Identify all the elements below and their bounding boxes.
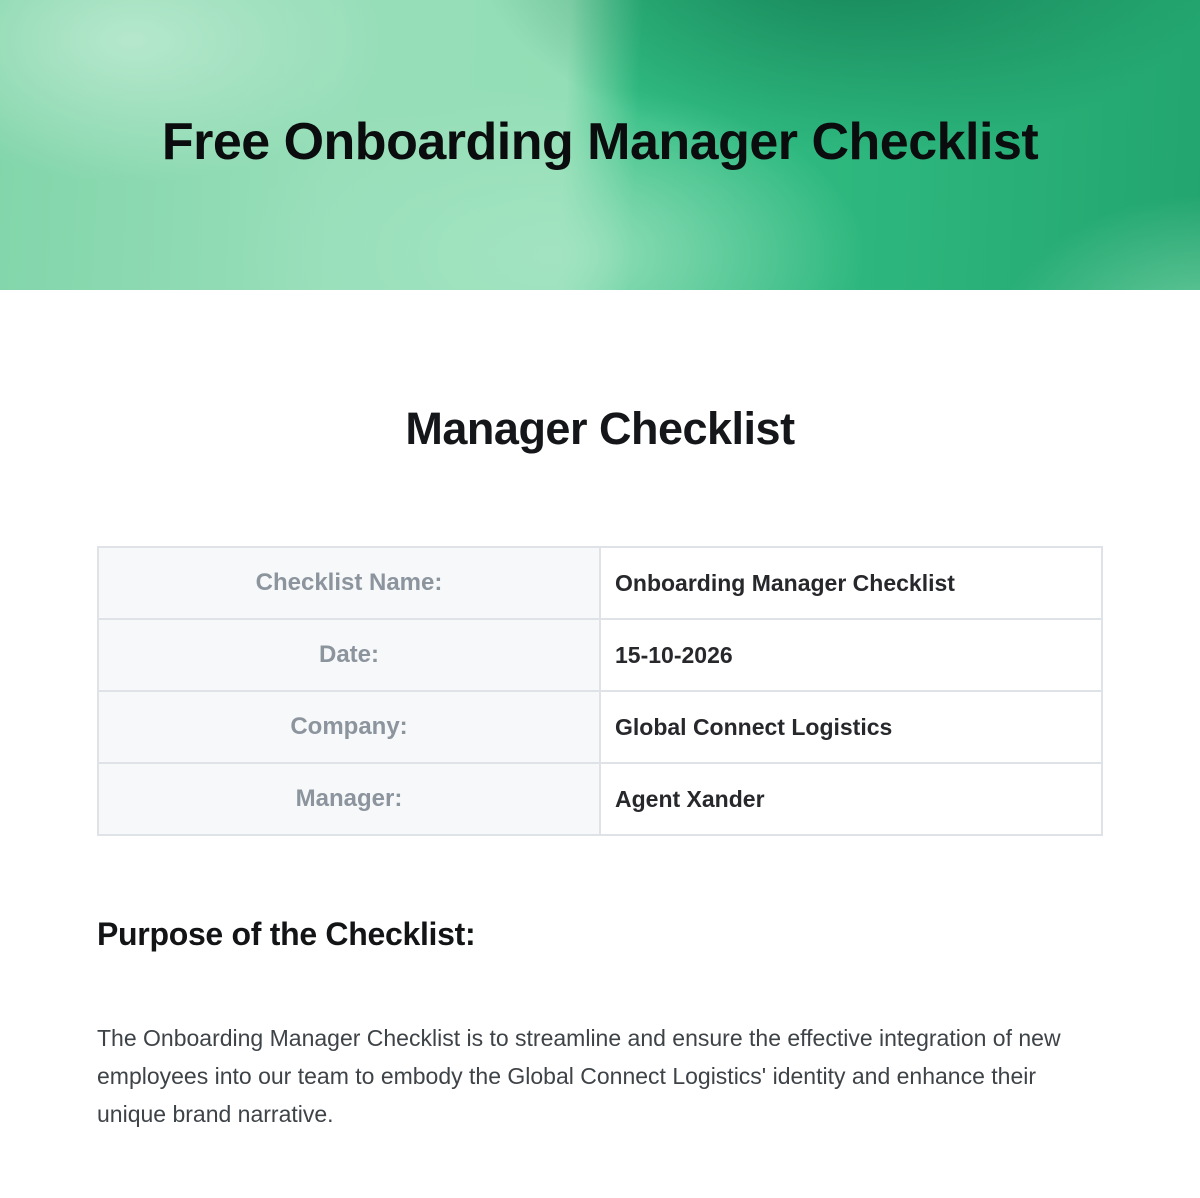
info-label-manager: Manager: (98, 763, 600, 835)
banner-title: Free Onboarding Manager Checklist (161, 113, 1039, 171)
banner (0, 0, 1200, 290)
info-label-checklist-name: Checklist Name: (98, 547, 600, 619)
document-body (0, 402, 1200, 1133)
table-row (98, 763, 1102, 835)
info-value-checklist-name: Onboarding Manager Checklist (600, 547, 1102, 619)
info-label-date: Date: (98, 619, 600, 691)
info-table (97, 546, 1103, 836)
info-value-manager: Agent Xander (600, 763, 1102, 835)
purpose-paragraph: The Onboarding Manager Checklist is to streamline and ensure the effective integration of new employees into our team to embody the Global Connect Logistics' identity and enhance their unique brand narrative. (97, 1025, 1061, 1127)
table-row (98, 691, 1102, 763)
info-label-company: Company: (98, 691, 600, 763)
purpose-heading: Purpose of the Checklist: (97, 916, 476, 952)
document-title: Manager Checklist (405, 403, 795, 454)
info-value-date: 15-10-2026 (600, 619, 1102, 691)
info-value-company: Global Connect Logistics (600, 691, 1102, 763)
table-row (98, 547, 1102, 619)
table-row (98, 619, 1102, 691)
